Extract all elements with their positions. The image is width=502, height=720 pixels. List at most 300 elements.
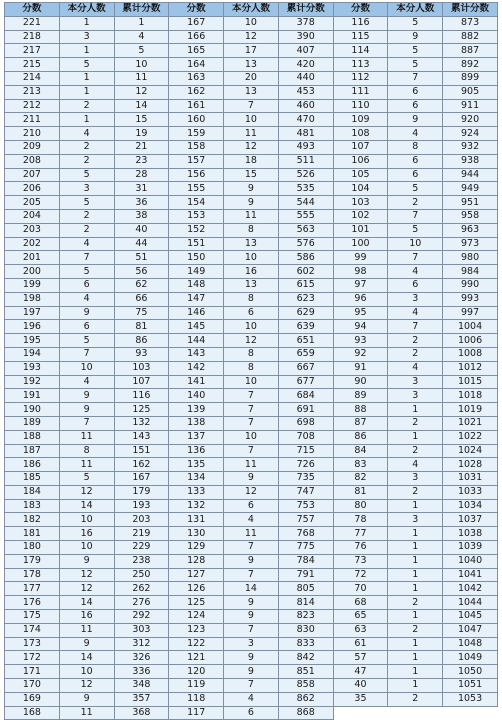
table-cell: 28 bbox=[114, 168, 169, 182]
table-cell: 21 bbox=[114, 140, 169, 154]
table-cell: 82 bbox=[333, 472, 388, 486]
table-cell: 250 bbox=[114, 568, 169, 582]
table-cell: 68 bbox=[333, 596, 388, 610]
table-cell: 1 bbox=[388, 430, 443, 444]
table-cell: 205 bbox=[5, 196, 60, 210]
table-cell: 8 bbox=[388, 140, 443, 154]
table-cell: 144 bbox=[169, 334, 224, 348]
table-cell: 262 bbox=[114, 582, 169, 596]
table-cell: 111 bbox=[333, 85, 388, 99]
table-cell: 5 bbox=[59, 334, 114, 348]
table-cell: 172 bbox=[5, 651, 60, 665]
table-cell bbox=[388, 706, 443, 720]
column-header: 本分人数 bbox=[59, 3, 114, 17]
table-cell: 932 bbox=[443, 140, 498, 154]
table-cell: 13 bbox=[224, 278, 279, 292]
table-cell: 4 bbox=[224, 692, 279, 706]
table-cell: 357 bbox=[114, 692, 169, 706]
table-cell: 162 bbox=[114, 458, 169, 472]
table-cell: 138 bbox=[169, 416, 224, 430]
table-row bbox=[5, 347, 498, 361]
table-cell: 153 bbox=[169, 209, 224, 223]
table-cell: 882 bbox=[443, 30, 498, 44]
table-cell: 73 bbox=[333, 554, 388, 568]
table-cell: 107 bbox=[333, 140, 388, 154]
table-cell: 576 bbox=[278, 237, 333, 251]
table-cell: 38 bbox=[114, 209, 169, 223]
table-cell: 151 bbox=[114, 444, 169, 458]
table-body bbox=[5, 16, 498, 720]
table-cell: 9 bbox=[388, 113, 443, 127]
table-cell: 201 bbox=[5, 251, 60, 265]
table-cell: 1033 bbox=[443, 485, 498, 499]
table-row bbox=[5, 499, 498, 513]
table-cell: 185 bbox=[5, 472, 60, 486]
table-cell: 213 bbox=[5, 85, 60, 99]
table-cell: 735 bbox=[278, 472, 333, 486]
table-cell: 7 bbox=[224, 568, 279, 582]
table-row bbox=[5, 265, 498, 279]
table-cell: 9 bbox=[224, 596, 279, 610]
table-cell: 161 bbox=[169, 99, 224, 113]
table-cell: 13 bbox=[224, 85, 279, 99]
table-cell: 101 bbox=[333, 223, 388, 237]
table-cell: 5 bbox=[388, 182, 443, 196]
table-cell: 10 bbox=[224, 320, 279, 334]
header-row bbox=[5, 3, 498, 17]
table-cell: 3 bbox=[59, 30, 114, 44]
table-cell: 7 bbox=[224, 416, 279, 430]
table-cell: 65 bbox=[333, 610, 388, 624]
table-cell: 805 bbox=[278, 582, 333, 596]
table-cell: 1024 bbox=[443, 444, 498, 458]
column-header: 分数 bbox=[5, 3, 60, 17]
table-cell: 103 bbox=[333, 196, 388, 210]
table-cell: 892 bbox=[443, 58, 498, 72]
table-cell: 51 bbox=[114, 251, 169, 265]
table-cell: 1 bbox=[388, 665, 443, 679]
column-header: 累计分数 bbox=[443, 3, 498, 17]
table-cell: 122 bbox=[169, 637, 224, 651]
table-cell: 100 bbox=[333, 237, 388, 251]
table-row bbox=[5, 168, 498, 182]
table-cell: 453 bbox=[278, 85, 333, 99]
table-cell: 1008 bbox=[443, 347, 498, 361]
table-cell: 98 bbox=[333, 265, 388, 279]
table-cell: 80 bbox=[333, 499, 388, 513]
table-cell: 199 bbox=[5, 278, 60, 292]
table-cell: 667 bbox=[278, 361, 333, 375]
table-cell: 14 bbox=[224, 582, 279, 596]
table-cell: 178 bbox=[5, 568, 60, 582]
table-cell: 123 bbox=[169, 623, 224, 637]
table-cell: 1034 bbox=[443, 499, 498, 513]
table-cell: 1051 bbox=[443, 679, 498, 693]
table-cell: 938 bbox=[443, 154, 498, 168]
table-cell: 156 bbox=[169, 168, 224, 182]
table-cell: 378 bbox=[278, 16, 333, 30]
table-row bbox=[5, 403, 498, 417]
table-cell: 1038 bbox=[443, 527, 498, 541]
table-row bbox=[5, 610, 498, 624]
table-cell: 127 bbox=[169, 568, 224, 582]
table-cell: 1049 bbox=[443, 651, 498, 665]
table-cell: 169 bbox=[5, 692, 60, 706]
table-cell: 6 bbox=[388, 85, 443, 99]
table-cell: 9 bbox=[59, 403, 114, 417]
table-row bbox=[5, 113, 498, 127]
table-cell: 1 bbox=[388, 527, 443, 541]
table-cell: 753 bbox=[278, 499, 333, 513]
table-cell: 206 bbox=[5, 182, 60, 196]
table-cell: 5 bbox=[59, 265, 114, 279]
table-cell: 858 bbox=[278, 679, 333, 693]
table-row bbox=[5, 251, 498, 265]
table-cell: 56 bbox=[114, 265, 169, 279]
table-cell: 146 bbox=[169, 306, 224, 320]
table-cell: 10 bbox=[224, 16, 279, 30]
table-cell: 117 bbox=[169, 706, 224, 720]
table-cell: 3 bbox=[59, 182, 114, 196]
table-cell: 139 bbox=[169, 403, 224, 417]
table-row bbox=[5, 389, 498, 403]
table-cell: 93 bbox=[333, 334, 388, 348]
table-cell: 997 bbox=[443, 306, 498, 320]
table-cell: 9 bbox=[59, 306, 114, 320]
table-cell: 8 bbox=[224, 292, 279, 306]
table-cell bbox=[443, 706, 498, 720]
table-cell: 200 bbox=[5, 265, 60, 279]
table-cell: 12 bbox=[114, 85, 169, 99]
table-cell: 211 bbox=[5, 113, 60, 127]
table-row bbox=[5, 596, 498, 610]
table-cell: 651 bbox=[278, 334, 333, 348]
table-cell: 7 bbox=[224, 403, 279, 417]
table-cell: 12 bbox=[224, 334, 279, 348]
table-cell: 159 bbox=[169, 127, 224, 141]
table-cell: 61 bbox=[333, 637, 388, 651]
table-cell: 133 bbox=[169, 485, 224, 499]
table-cell: 93 bbox=[114, 347, 169, 361]
table-cell: 72 bbox=[333, 568, 388, 582]
table-cell: 136 bbox=[169, 444, 224, 458]
table-cell: 4 bbox=[388, 127, 443, 141]
table-cell: 92 bbox=[333, 347, 388, 361]
table-cell: 190 bbox=[5, 403, 60, 417]
table-cell: 1048 bbox=[443, 637, 498, 651]
table-cell: 7 bbox=[224, 444, 279, 458]
table-cell: 2 bbox=[59, 99, 114, 113]
table-cell: 221 bbox=[5, 16, 60, 30]
table-cell: 833 bbox=[278, 637, 333, 651]
table-cell: 944 bbox=[443, 168, 498, 182]
table-cell: 4 bbox=[224, 513, 279, 527]
table-cell: 126 bbox=[169, 582, 224, 596]
table-cell: 90 bbox=[333, 375, 388, 389]
table-cell: 9 bbox=[59, 637, 114, 651]
table-row bbox=[5, 568, 498, 582]
table-cell: 7 bbox=[224, 389, 279, 403]
table-row bbox=[5, 182, 498, 196]
table-cell: 312 bbox=[114, 637, 169, 651]
table-cell: 5 bbox=[59, 196, 114, 210]
table-cell: 10 bbox=[224, 251, 279, 265]
table-cell: 4 bbox=[59, 237, 114, 251]
table-cell: 175 bbox=[5, 610, 60, 624]
table-cell: 1006 bbox=[443, 334, 498, 348]
table-cell: 390 bbox=[278, 30, 333, 44]
table-cell: 873 bbox=[443, 16, 498, 30]
table-cell: 10 bbox=[114, 58, 169, 72]
table-cell bbox=[333, 706, 388, 720]
column-header: 累计分数 bbox=[114, 3, 169, 17]
table-cell: 9 bbox=[224, 665, 279, 679]
table-cell: 166 bbox=[169, 30, 224, 44]
table-cell: 14 bbox=[59, 499, 114, 513]
table-cell: 11 bbox=[224, 209, 279, 223]
table-cell: 11 bbox=[59, 623, 114, 637]
table-cell: 6 bbox=[59, 320, 114, 334]
table-cell: 726 bbox=[278, 458, 333, 472]
table-cell: 698 bbox=[278, 416, 333, 430]
table-cell: 152 bbox=[169, 223, 224, 237]
table-cell: 2 bbox=[59, 223, 114, 237]
table-cell: 109 bbox=[333, 113, 388, 127]
table-row bbox=[5, 334, 498, 348]
table-cell: 203 bbox=[5, 223, 60, 237]
table-cell: 108 bbox=[333, 127, 388, 141]
table-cell: 81 bbox=[114, 320, 169, 334]
table-row bbox=[5, 320, 498, 334]
table-cell: 164 bbox=[169, 58, 224, 72]
table-cell: 202 bbox=[5, 237, 60, 251]
table-row bbox=[5, 458, 498, 472]
table-row bbox=[5, 30, 498, 44]
table-cell: 2 bbox=[388, 692, 443, 706]
table-cell: 193 bbox=[5, 361, 60, 375]
table-cell: 12 bbox=[59, 485, 114, 499]
table-cell: 40 bbox=[333, 679, 388, 693]
table-cell: 191 bbox=[5, 389, 60, 403]
table-cell: 173 bbox=[5, 637, 60, 651]
table-cell: 2 bbox=[59, 209, 114, 223]
table-cell: 18 bbox=[224, 154, 279, 168]
table-cell: 184 bbox=[5, 485, 60, 499]
table-cell: 6 bbox=[224, 706, 279, 720]
table-cell: 31 bbox=[114, 182, 169, 196]
table-cell: 7 bbox=[224, 99, 279, 113]
table-row bbox=[5, 140, 498, 154]
table-cell: 9 bbox=[388, 30, 443, 44]
table-cell: 460 bbox=[278, 99, 333, 113]
table-cell: 9 bbox=[224, 182, 279, 196]
table-row bbox=[5, 679, 498, 693]
table-cell: 4 bbox=[59, 292, 114, 306]
table-cell: 125 bbox=[169, 596, 224, 610]
table-row bbox=[5, 582, 498, 596]
table-cell: 63 bbox=[333, 623, 388, 637]
table-cell: 163 bbox=[169, 71, 224, 85]
table-cell: 11 bbox=[59, 430, 114, 444]
table-cell: 186 bbox=[5, 458, 60, 472]
table-cell: 1021 bbox=[443, 416, 498, 430]
table-cell: 1045 bbox=[443, 610, 498, 624]
table-cell: 1 bbox=[388, 582, 443, 596]
table-cell: 481 bbox=[278, 127, 333, 141]
table-row bbox=[5, 554, 498, 568]
table-cell: 980 bbox=[443, 251, 498, 265]
table-cell: 830 bbox=[278, 623, 333, 637]
table-cell: 9 bbox=[224, 554, 279, 568]
table-cell: 6 bbox=[59, 278, 114, 292]
table-cell: 91 bbox=[333, 361, 388, 375]
table-cell: 9 bbox=[224, 472, 279, 486]
table-cell: 563 bbox=[278, 223, 333, 237]
table-row bbox=[5, 637, 498, 651]
table-cell: 125 bbox=[114, 403, 169, 417]
table-cell: 1 bbox=[388, 499, 443, 513]
table-cell: 154 bbox=[169, 196, 224, 210]
table-cell: 12 bbox=[59, 568, 114, 582]
table-cell: 198 bbox=[5, 292, 60, 306]
table-cell: 44 bbox=[114, 237, 169, 251]
table-cell: 1 bbox=[388, 403, 443, 417]
table-cell: 12 bbox=[59, 679, 114, 693]
table-cell: 6 bbox=[388, 278, 443, 292]
table-cell: 8 bbox=[224, 347, 279, 361]
table-cell: 14 bbox=[59, 596, 114, 610]
table-cell: 187 bbox=[5, 444, 60, 458]
table-cell: 10 bbox=[224, 375, 279, 389]
table-cell: 188 bbox=[5, 430, 60, 444]
table-cell: 7 bbox=[224, 623, 279, 637]
table-row bbox=[5, 71, 498, 85]
table-cell: 147 bbox=[169, 292, 224, 306]
table-cell: 179 bbox=[114, 485, 169, 499]
table-cell: 708 bbox=[278, 430, 333, 444]
table-cell: 132 bbox=[169, 499, 224, 513]
table-cell: 11 bbox=[224, 458, 279, 472]
table-cell: 526 bbox=[278, 168, 333, 182]
table-cell: 963 bbox=[443, 223, 498, 237]
table-cell: 1044 bbox=[443, 596, 498, 610]
table-cell: 629 bbox=[278, 306, 333, 320]
table-cell: 2 bbox=[388, 485, 443, 499]
table-cell: 215 bbox=[5, 58, 60, 72]
table-cell: 1 bbox=[114, 16, 169, 30]
table-cell: 165 bbox=[169, 44, 224, 58]
table-cell: 157 bbox=[169, 154, 224, 168]
table-row bbox=[5, 209, 498, 223]
table-cell: 7 bbox=[224, 679, 279, 693]
table-cell: 134 bbox=[169, 472, 224, 486]
table-cell: 1 bbox=[388, 651, 443, 665]
table-cell: 757 bbox=[278, 513, 333, 527]
table-cell: 814 bbox=[278, 596, 333, 610]
table-cell: 97 bbox=[333, 278, 388, 292]
table-cell: 1028 bbox=[443, 458, 498, 472]
table-cell: 115 bbox=[333, 30, 388, 44]
table-cell: 5 bbox=[59, 168, 114, 182]
table-cell: 149 bbox=[169, 265, 224, 279]
table-cell: 86 bbox=[333, 430, 388, 444]
table-cell: 137 bbox=[169, 430, 224, 444]
table-row bbox=[5, 513, 498, 527]
table-cell: 3 bbox=[388, 292, 443, 306]
table-cell: 212 bbox=[5, 99, 60, 113]
table-cell: 142 bbox=[169, 361, 224, 375]
table-cell: 1015 bbox=[443, 375, 498, 389]
table-cell: 1 bbox=[388, 554, 443, 568]
table-cell: 10 bbox=[224, 430, 279, 444]
table-cell: 677 bbox=[278, 375, 333, 389]
table-cell: 911 bbox=[443, 99, 498, 113]
table-row bbox=[5, 306, 498, 320]
table-cell: 3 bbox=[388, 472, 443, 486]
table-cell: 4 bbox=[59, 375, 114, 389]
table-cell: 1041 bbox=[443, 568, 498, 582]
table-cell: 8 bbox=[224, 361, 279, 375]
table-cell: 143 bbox=[169, 347, 224, 361]
table-cell: 5 bbox=[59, 58, 114, 72]
table-cell: 493 bbox=[278, 140, 333, 154]
table-cell: 1 bbox=[59, 85, 114, 99]
table-row bbox=[5, 527, 498, 541]
table-cell: 35 bbox=[333, 692, 388, 706]
table-cell: 984 bbox=[443, 265, 498, 279]
table-cell: 1050 bbox=[443, 665, 498, 679]
table-cell: 217 bbox=[5, 44, 60, 58]
table-cell: 440 bbox=[278, 71, 333, 85]
table-cell: 103 bbox=[114, 361, 169, 375]
table-cell: 791 bbox=[278, 568, 333, 582]
table-cell: 276 bbox=[114, 596, 169, 610]
table-cell: 66 bbox=[114, 292, 169, 306]
table-cell: 2 bbox=[59, 140, 114, 154]
table-cell: 842 bbox=[278, 651, 333, 665]
table-cell: 1 bbox=[59, 71, 114, 85]
table-cell: 9 bbox=[224, 610, 279, 624]
table-cell: 1042 bbox=[443, 582, 498, 596]
table-cell: 140 bbox=[169, 389, 224, 403]
table-cell: 75 bbox=[114, 306, 169, 320]
table-cell: 70 bbox=[333, 582, 388, 596]
table-cell: 659 bbox=[278, 347, 333, 361]
table-cell: 16 bbox=[59, 610, 114, 624]
column-header: 本分人数 bbox=[388, 3, 443, 17]
table-cell: 116 bbox=[333, 16, 388, 30]
table-cell: 11 bbox=[59, 458, 114, 472]
table-cell: 209 bbox=[5, 140, 60, 154]
table-cell: 4 bbox=[59, 127, 114, 141]
column-header: 分数 bbox=[333, 3, 388, 17]
table-cell: 2 bbox=[388, 196, 443, 210]
table-row bbox=[5, 85, 498, 99]
table-cell: 4 bbox=[388, 265, 443, 279]
table-cell: 899 bbox=[443, 71, 498, 85]
table-row bbox=[5, 58, 498, 72]
table-cell: 207 bbox=[5, 168, 60, 182]
table-row bbox=[5, 651, 498, 665]
table-cell: 9 bbox=[224, 651, 279, 665]
table-cell: 113 bbox=[333, 58, 388, 72]
table-cell: 684 bbox=[278, 389, 333, 403]
table-cell: 129 bbox=[169, 541, 224, 555]
table-cell: 102 bbox=[333, 209, 388, 223]
table-row bbox=[5, 223, 498, 237]
table-cell: 99 bbox=[333, 251, 388, 265]
table-cell: 174 bbox=[5, 623, 60, 637]
